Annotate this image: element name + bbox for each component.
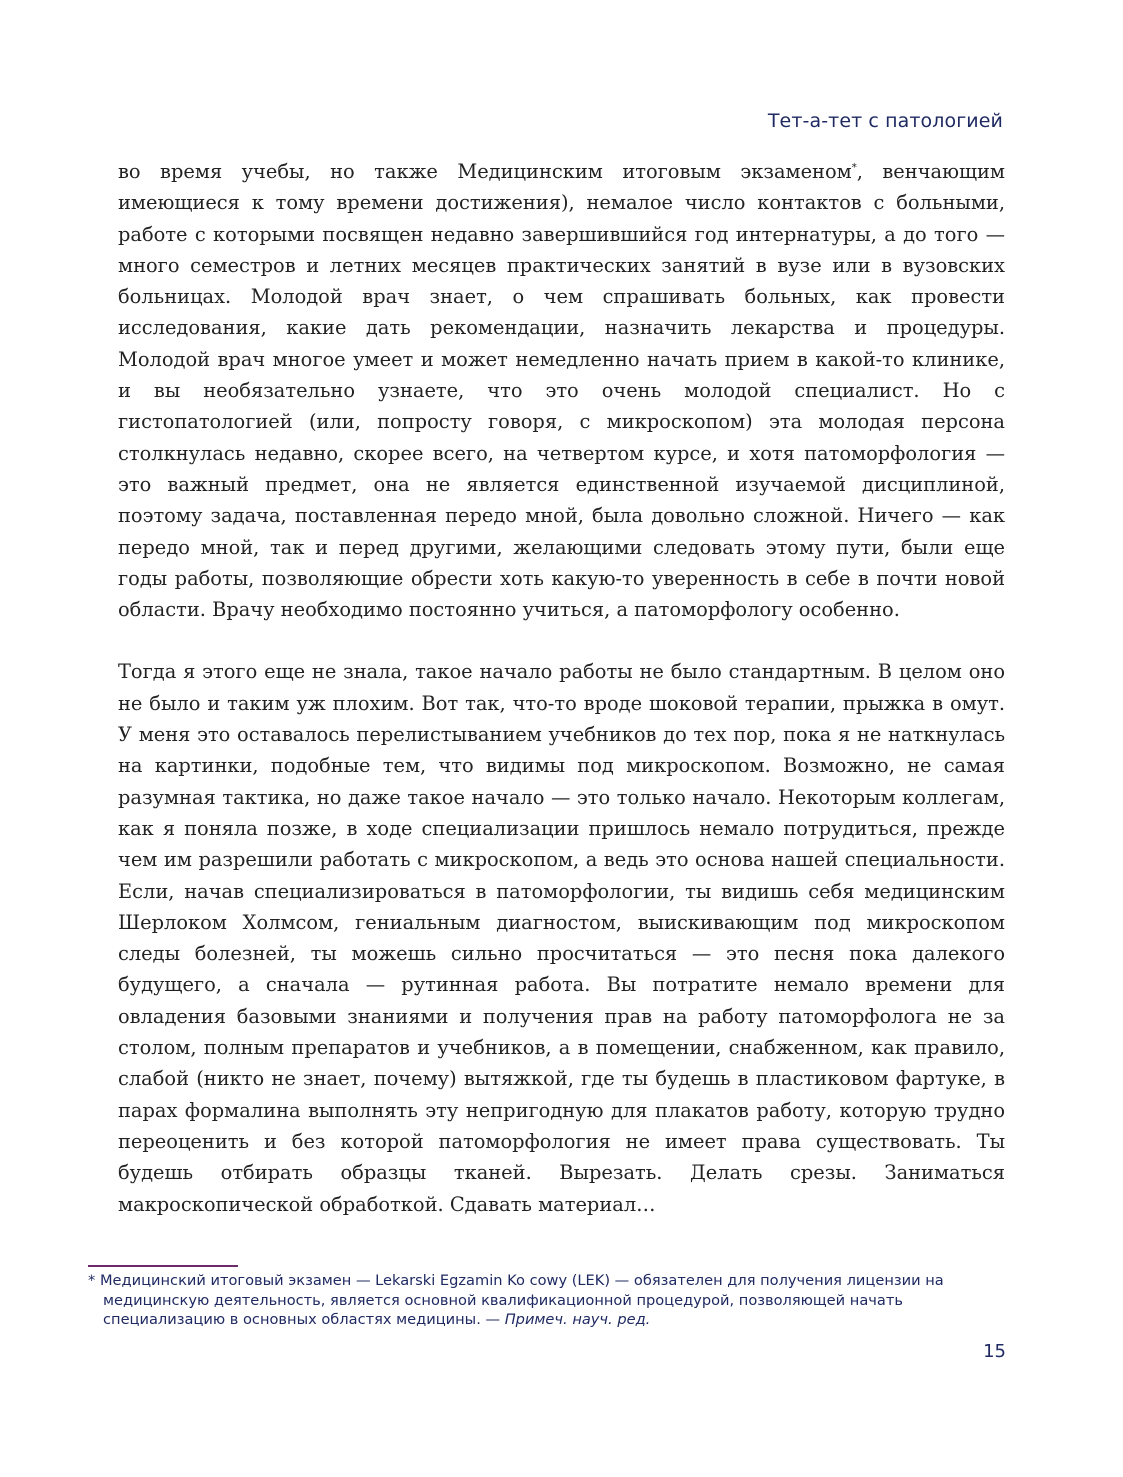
paragraph-1-text-end: , венчающим имеющиеся к тому времени достижения), немалое число контактов с больными, работе с которыми посвящен недавно завершившийся год интернатуры, а до того — много семестров и летних месяцев практических занятий в вузе или в вузовских больницах. Молодой врач знает, о чем спрашивать больных, как провести исследования, какие дать рекомендации, назначить лекарства и процедуры. Молодой врач многое умеет и может немедленно начать прием в какой-то клинике, и вы необязательно узнаете, что это очень молодой специалист. Но с гистопатологией (или, попросту говоря, с микроскопом) эта молодая персона столкнулась недавно, скорее всего, на четвертом курсе, и хотя патоморфология — это важный предмет, она не является единственной изучаемой дисциплиной, поэтому задача, поставленная передо мной, была довольно сложной. Ничего — как передо мной, так и перед другими, желающими следовать этому пути, были еще годы работы, позволяющие обрести хоть какую-то уверенность в себе в почти новой области. Врачу необходимо постоянно учиться, а патоморфологу особенно. bbox=[118, 160, 1005, 622]
paragraph-1-text-start: во время учебы, но также Медицинским итоговым экзаменом bbox=[118, 160, 852, 183]
paragraph-1 bbox=[118, 156, 1005, 625]
footnote-mark: * bbox=[88, 1272, 96, 1289]
running-head: Тет-а-тет с патологией bbox=[767, 110, 1003, 132]
page-number: 15 bbox=[983, 1341, 1006, 1362]
footnote-text: Медицинский итоговый экзамен — Lekarski Egzamin Ko cowy (LEK) — обязателен для получения лицензии на медицинскую деятельность, является основной квалификационной процедурой, позволяющей начать специализацию в основных областях медицины. — bbox=[99, 1272, 944, 1328]
paragraph-2: Тогда я этого еще не знала, такое начало работы не было стандартным. В целом оно не было и таким уж плохим. Вот так, что-то вроде шоковой терапии, прыжка в омут. У меня это оставалось перелистыванием учебников до тех пор, пока я не наткнулась на картинки, подобные тем, что видимы под микроскопом. Возможно, не самая разумная тактика, но даже такое начало — это только начало. Некоторым коллегам, как я поняла позже, в ходе специализации пришлось немало потрудиться, прежде чем им разрешили работать с микроскопом, а ведь это основа нашей специальности. Если, начав специализироваться в патоморфологии, ты видишь себя медицинским Шерлоком Холмсом, гениальным диагностом, выискивающим под микроскопом следы болезней, ты можешь сильно просчитаться — это песня пока далекого будущего, а сначала — рутинная работа. Вы потратите немало времени для овладения базовыми знаниями и получения прав на работу патоморфолога не за столом, полным препаратов и учебников, а в помещении, снабженном, как правило, слабой (никто не знает, почему) вытяжкой, где ты будешь в пластиковом фартуке, в парах формалина выполнять эту непригодную для плакатов работу, которую трудно переоценить и без которой патоморфология не имеет права существовать. Ты будешь отбирать образцы тканей. Вырезать. Делать срезы. Заниматься макроскопической обработкой. Сдавать материал… bbox=[118, 660, 1005, 1216]
footnote-line bbox=[88, 1271, 1008, 1330]
footnote-editor-note: Примеч. науч. ред. bbox=[504, 1311, 651, 1328]
footnote-divider bbox=[88, 1265, 238, 1267]
footnote-reference-mark[interactable]: * bbox=[851, 162, 857, 174]
footnote bbox=[88, 1271, 1008, 1330]
body-text bbox=[118, 156, 1005, 1220]
